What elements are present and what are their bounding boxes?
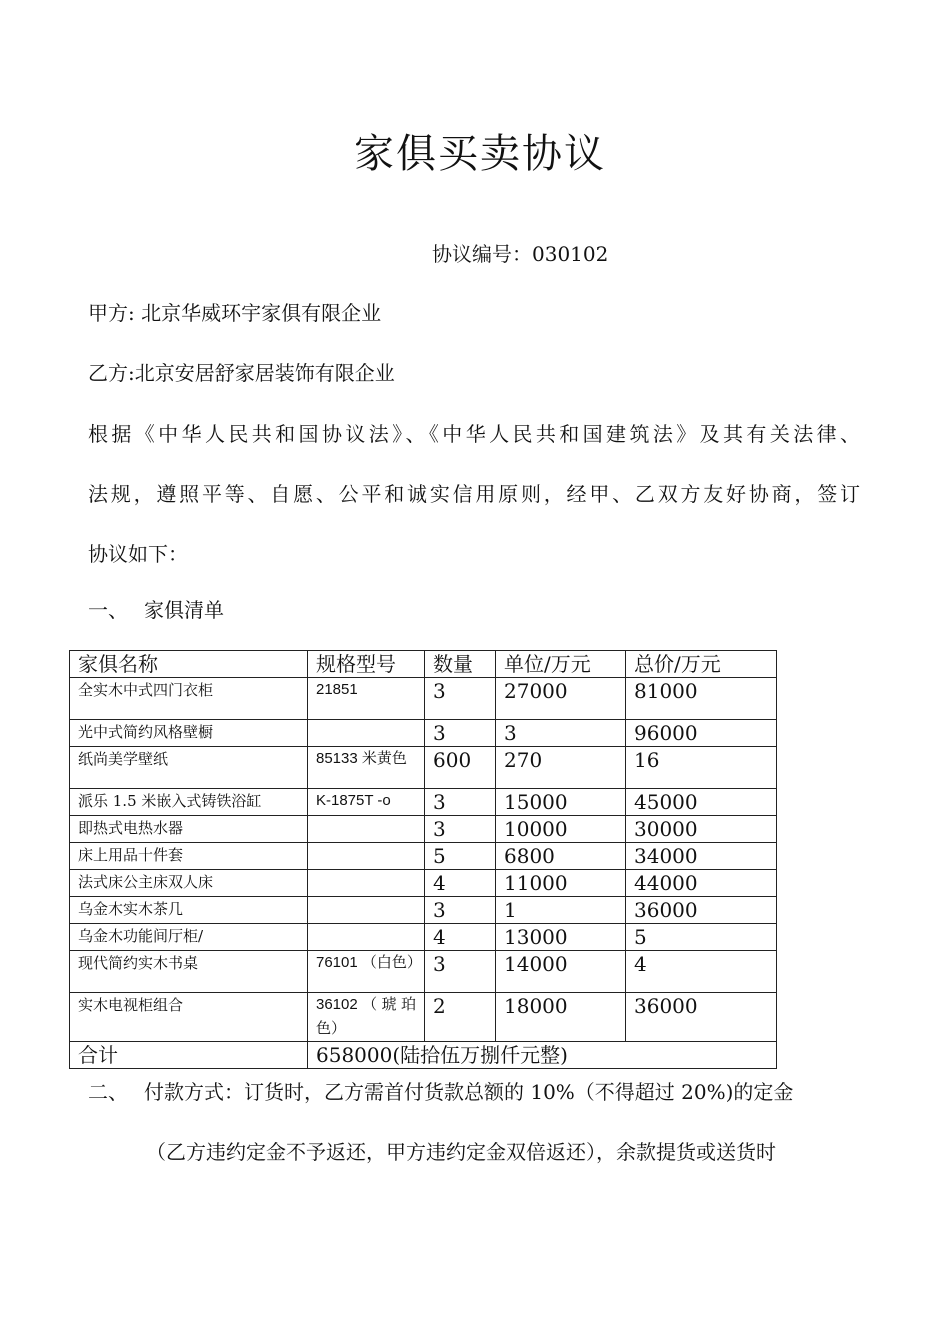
section-1-number: 一、 — [88, 598, 128, 622]
preamble-line-2 — [88, 478, 860, 507]
cell-unit: 14000 — [496, 951, 626, 993]
header-total: 总价/万元 — [626, 651, 777, 678]
cell-spec: 36102（琥珀色） — [308, 993, 425, 1042]
cell-qty: 3 — [425, 897, 496, 924]
total-value: 658000(陆拾伍万捌仟元整) — [308, 1042, 777, 1069]
cell-name: 即热式电热水器 — [70, 816, 308, 843]
cell-unit: 27000 — [496, 678, 626, 720]
cell-name: 乌金木实木茶几 — [70, 897, 308, 924]
table-row — [70, 789, 777, 816]
header-spec: 规格型号 — [308, 651, 425, 678]
cell-total: 45000 — [626, 789, 777, 816]
cell-total: 5 — [626, 924, 777, 951]
cell-name: 法式床公主床双人床 — [70, 870, 308, 897]
table-header-row — [70, 651, 777, 678]
cell-spec: 21851 — [308, 678, 425, 720]
cell-qty: 5 — [425, 843, 496, 870]
cell-total: 81000 — [626, 678, 777, 720]
cell-name: 现代简约实木书桌 — [70, 951, 308, 993]
cell-spec: 76101 （白色） — [308, 951, 425, 993]
cell-name: 乌金木功能间厅柜/ — [70, 924, 308, 951]
table-row — [70, 678, 777, 720]
section-1-title: 家俱清单 — [144, 598, 224, 622]
cell-name: 纸尚美学壁纸 — [70, 747, 308, 789]
party-a: 甲方: 北京华威环宇家俱有限企业 — [88, 301, 382, 325]
cell-spec — [308, 843, 425, 870]
cell-name: 派乐 1.5 米嵌入式铸铁浴缸 — [70, 789, 308, 816]
cell-qty: 4 — [425, 924, 496, 951]
table-row — [70, 951, 777, 993]
total-label: 合计 — [70, 1042, 308, 1069]
cell-total: 44000 — [626, 870, 777, 897]
table-row — [70, 924, 777, 951]
preamble-text-2: 法规，遵照平等、自愿、公平和诚实信用原则，经甲、乙双方友好协商，签订 — [88, 482, 860, 506]
table-row — [70, 993, 777, 1042]
party-b: 乙方:北京安居舒家居装饰有限企业 — [88, 361, 395, 385]
cell-qty: 3 — [425, 951, 496, 993]
table-total-row — [70, 1042, 777, 1069]
cell-unit: 3 — [496, 720, 626, 747]
cell-spec — [308, 924, 425, 951]
cell-total: 4 — [626, 951, 777, 993]
cell-unit: 13000 — [496, 924, 626, 951]
cell-qty: 3 — [425, 789, 496, 816]
table-row — [70, 816, 777, 843]
preamble-line-3: 协议如下： — [88, 542, 188, 566]
cell-unit: 270 — [496, 747, 626, 789]
section-2-heading — [88, 1076, 793, 1105]
table-row — [70, 720, 777, 747]
cell-unit: 15000 — [496, 789, 626, 816]
section-1-heading — [88, 594, 224, 623]
cell-unit: 1 — [496, 897, 626, 924]
cell-spec — [308, 870, 425, 897]
contract-number: 协议编号：030102 — [432, 242, 609, 266]
cell-unit: 6800 — [496, 843, 626, 870]
header-unit: 单位/万元 — [496, 651, 626, 678]
table-row — [70, 870, 777, 897]
cell-qty: 3 — [425, 678, 496, 720]
table-row — [70, 897, 777, 924]
table-row — [70, 843, 777, 870]
cell-qty: 2 — [425, 993, 496, 1042]
cell-qty: 3 — [425, 816, 496, 843]
cell-unit: 10000 — [496, 816, 626, 843]
cell-qty: 3 — [425, 720, 496, 747]
cell-qty: 600 — [425, 747, 496, 789]
cell-spec — [308, 720, 425, 747]
cell-name: 床上用品十件套 — [70, 843, 308, 870]
cell-total: 16 — [626, 747, 777, 789]
header-qty: 数量 — [425, 651, 496, 678]
preamble-line-1 — [88, 418, 860, 447]
cell-total: 36000 — [626, 993, 777, 1042]
cell-spec: K-1875T -o — [308, 789, 425, 816]
cell-spec: 85133 米黄色 — [308, 747, 425, 789]
cell-name: 实木电视柜组合 — [70, 993, 308, 1042]
section-2-line-1: 付款方式：订货时，乙方需首付货款总额的 10%（不得超过 20%)的定金 — [144, 1080, 794, 1104]
cell-total: 36000 — [626, 897, 777, 924]
section-2-line-2: （乙方违约定金不予返还，甲方违约定金双倍返还），余款提货或送货时 — [146, 1140, 776, 1164]
section-2-number: 二、 — [88, 1080, 128, 1104]
cell-unit: 11000 — [496, 870, 626, 897]
cell-total: 96000 — [626, 720, 777, 747]
cell-name: 光中式简约风格壁橱 — [70, 720, 308, 747]
cell-spec — [308, 816, 425, 843]
furniture-table — [69, 650, 777, 1069]
cell-total: 34000 — [626, 843, 777, 870]
table-row — [70, 747, 777, 789]
cell-name: 全实木中式四门衣柜 — [70, 678, 308, 720]
cell-spec — [308, 897, 425, 924]
cell-unit: 18000 — [496, 993, 626, 1042]
document-title: 家俱买卖协议 — [354, 131, 606, 177]
preamble-text-1: 根据《中华人民共和国协议法》、《中华人民共和国建筑法》及其有关法律、 — [88, 422, 860, 446]
cell-qty: 4 — [425, 870, 496, 897]
cell-total: 30000 — [626, 816, 777, 843]
header-name: 家俱名称 — [70, 651, 308, 678]
